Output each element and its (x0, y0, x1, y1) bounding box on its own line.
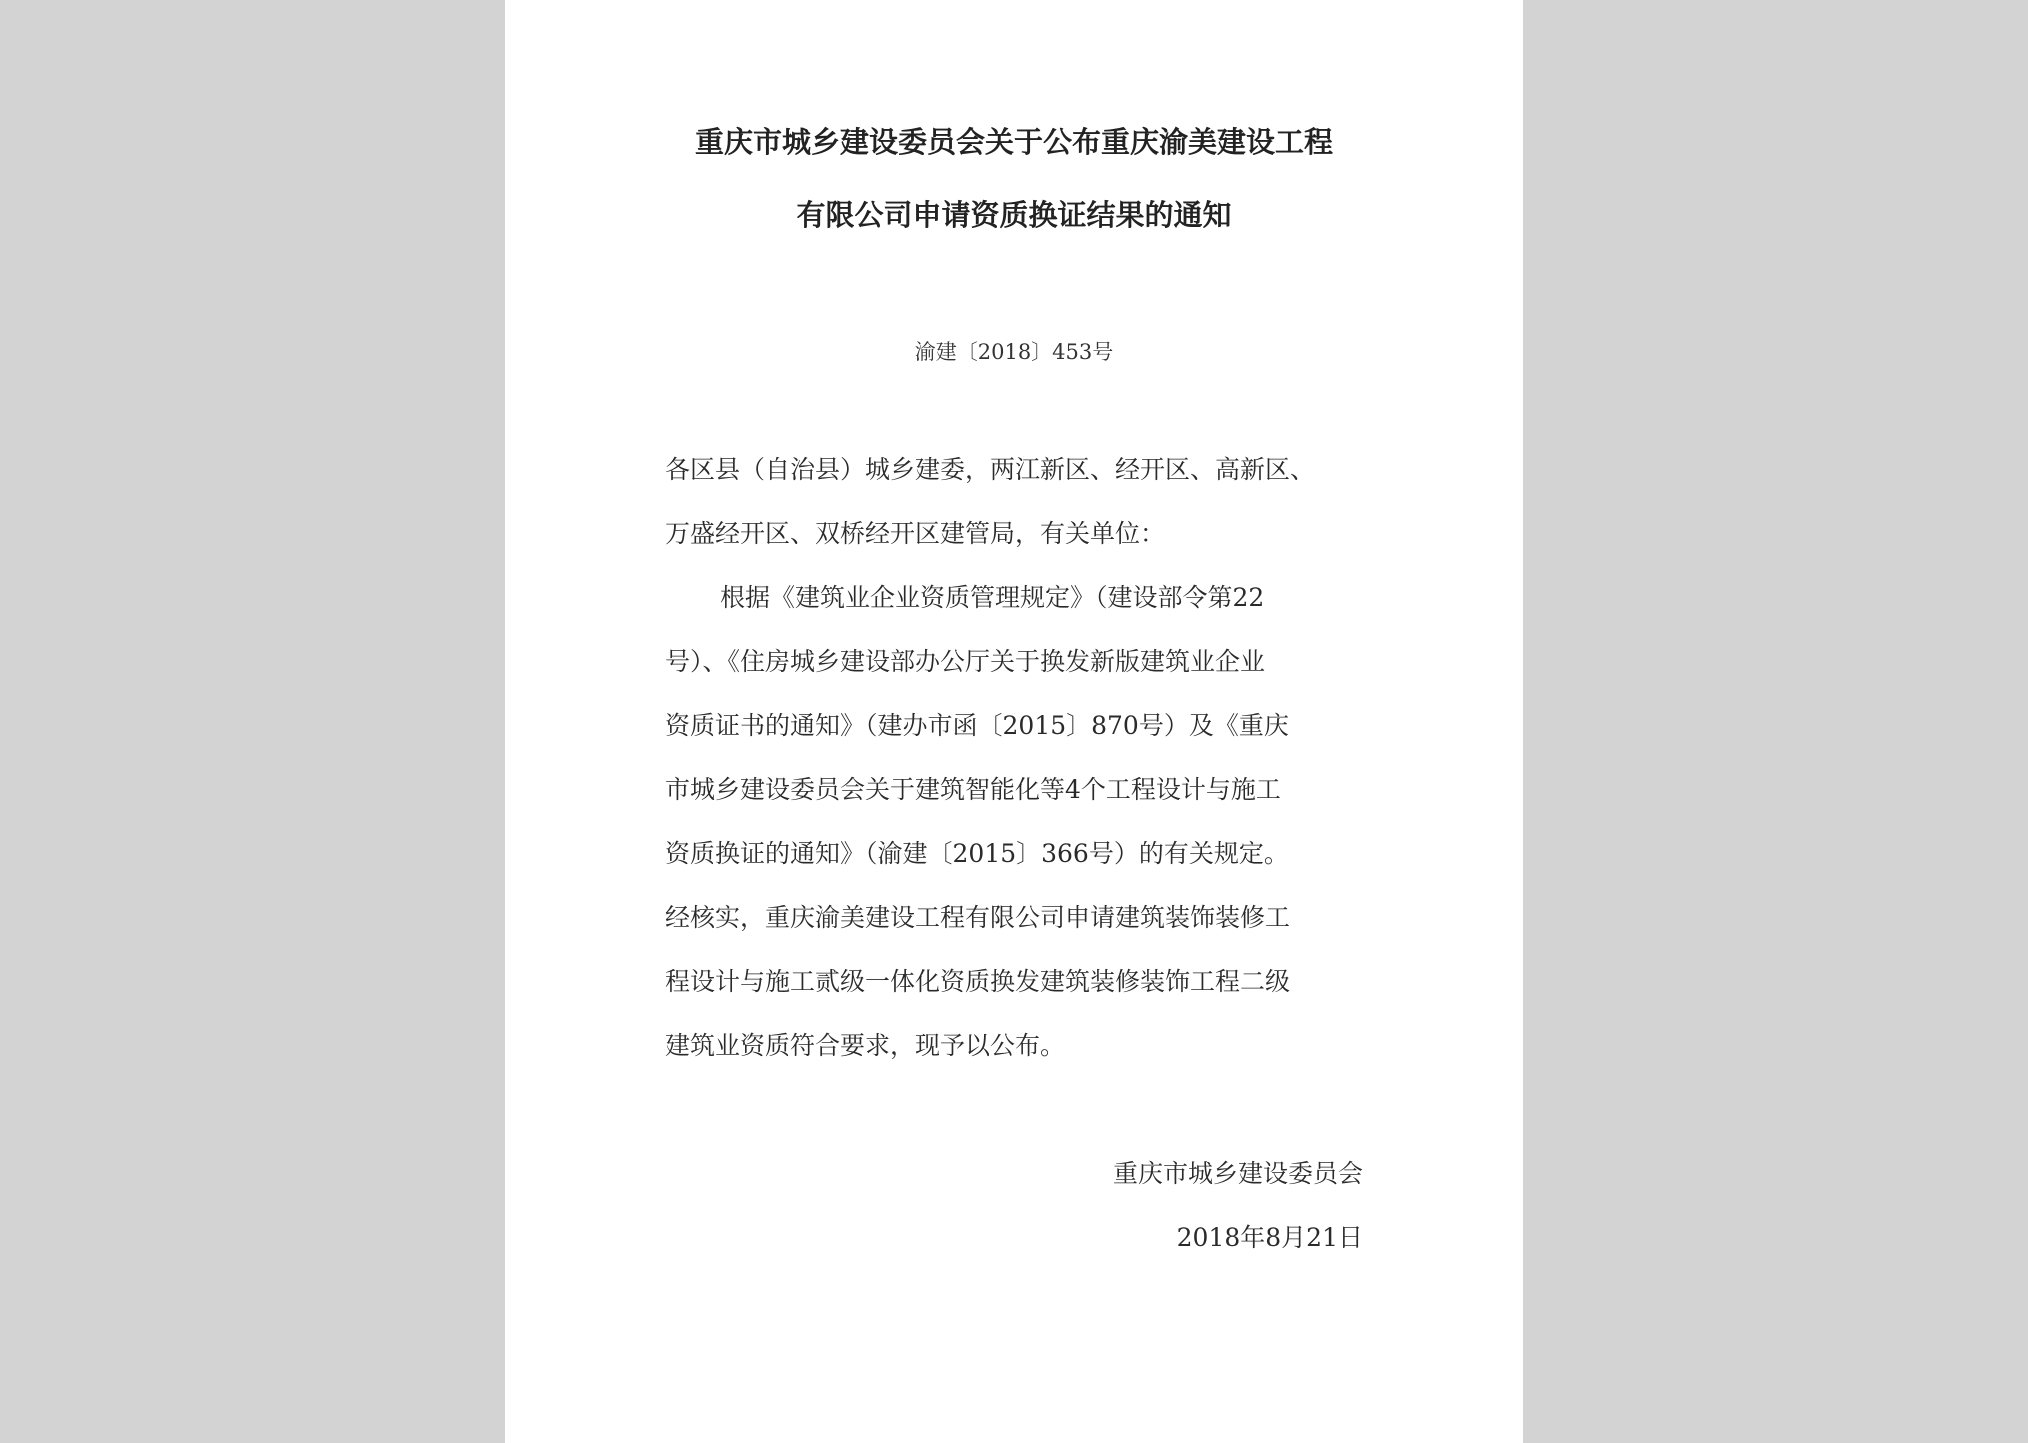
body-line: 经核实，重庆渝美建设工程有限公司申请建筑装饰装修工 (665, 903, 1291, 932)
addressee-line-2: 万盛经开区、双桥经开区建管局，有关单位： (665, 519, 1166, 548)
body-line: 建筑业资质符合要求，现予以公布。 (665, 1031, 1066, 1060)
document-title-line-2: 有限公司申请资质换证结果的通知 (796, 198, 1232, 232)
body-line: 根据《建筑业企业资质管理规定》（建设部令第22 (720, 583, 1265, 612)
addressee-line-1: 各区县（自治县）城乡建委，两江新区、经开区、高新区、 (665, 455, 1316, 484)
document-title-line-1: 重庆市城乡建设委员会关于公布重庆渝美建设工程 (694, 125, 1333, 159)
signature-organization: 重庆市城乡建设委员会 (1112, 1159, 1363, 1188)
document-number: 渝建〔2018〕453号 (914, 340, 1114, 364)
body-line: 资质换证的通知》（渝建〔2015〕366号）的有关规定。 (665, 839, 1289, 868)
document-page (505, 0, 1523, 1443)
body-line: 市城乡建设委员会关于建筑智能化等4个工程设计与施工 (665, 775, 1281, 804)
body-line: 程设计与施工贰级一体化资质换发建筑装修装饰工程二级 (665, 967, 1291, 996)
signature-date: 2018年8月21日 (1176, 1223, 1363, 1252)
body-line: 号）、《住房城乡建设部办公厅关于换发新版建筑业企业 (665, 647, 1266, 676)
body-line: 资质证书的通知》（建办市函〔2015〕870号）及《重庆 (665, 711, 1289, 740)
